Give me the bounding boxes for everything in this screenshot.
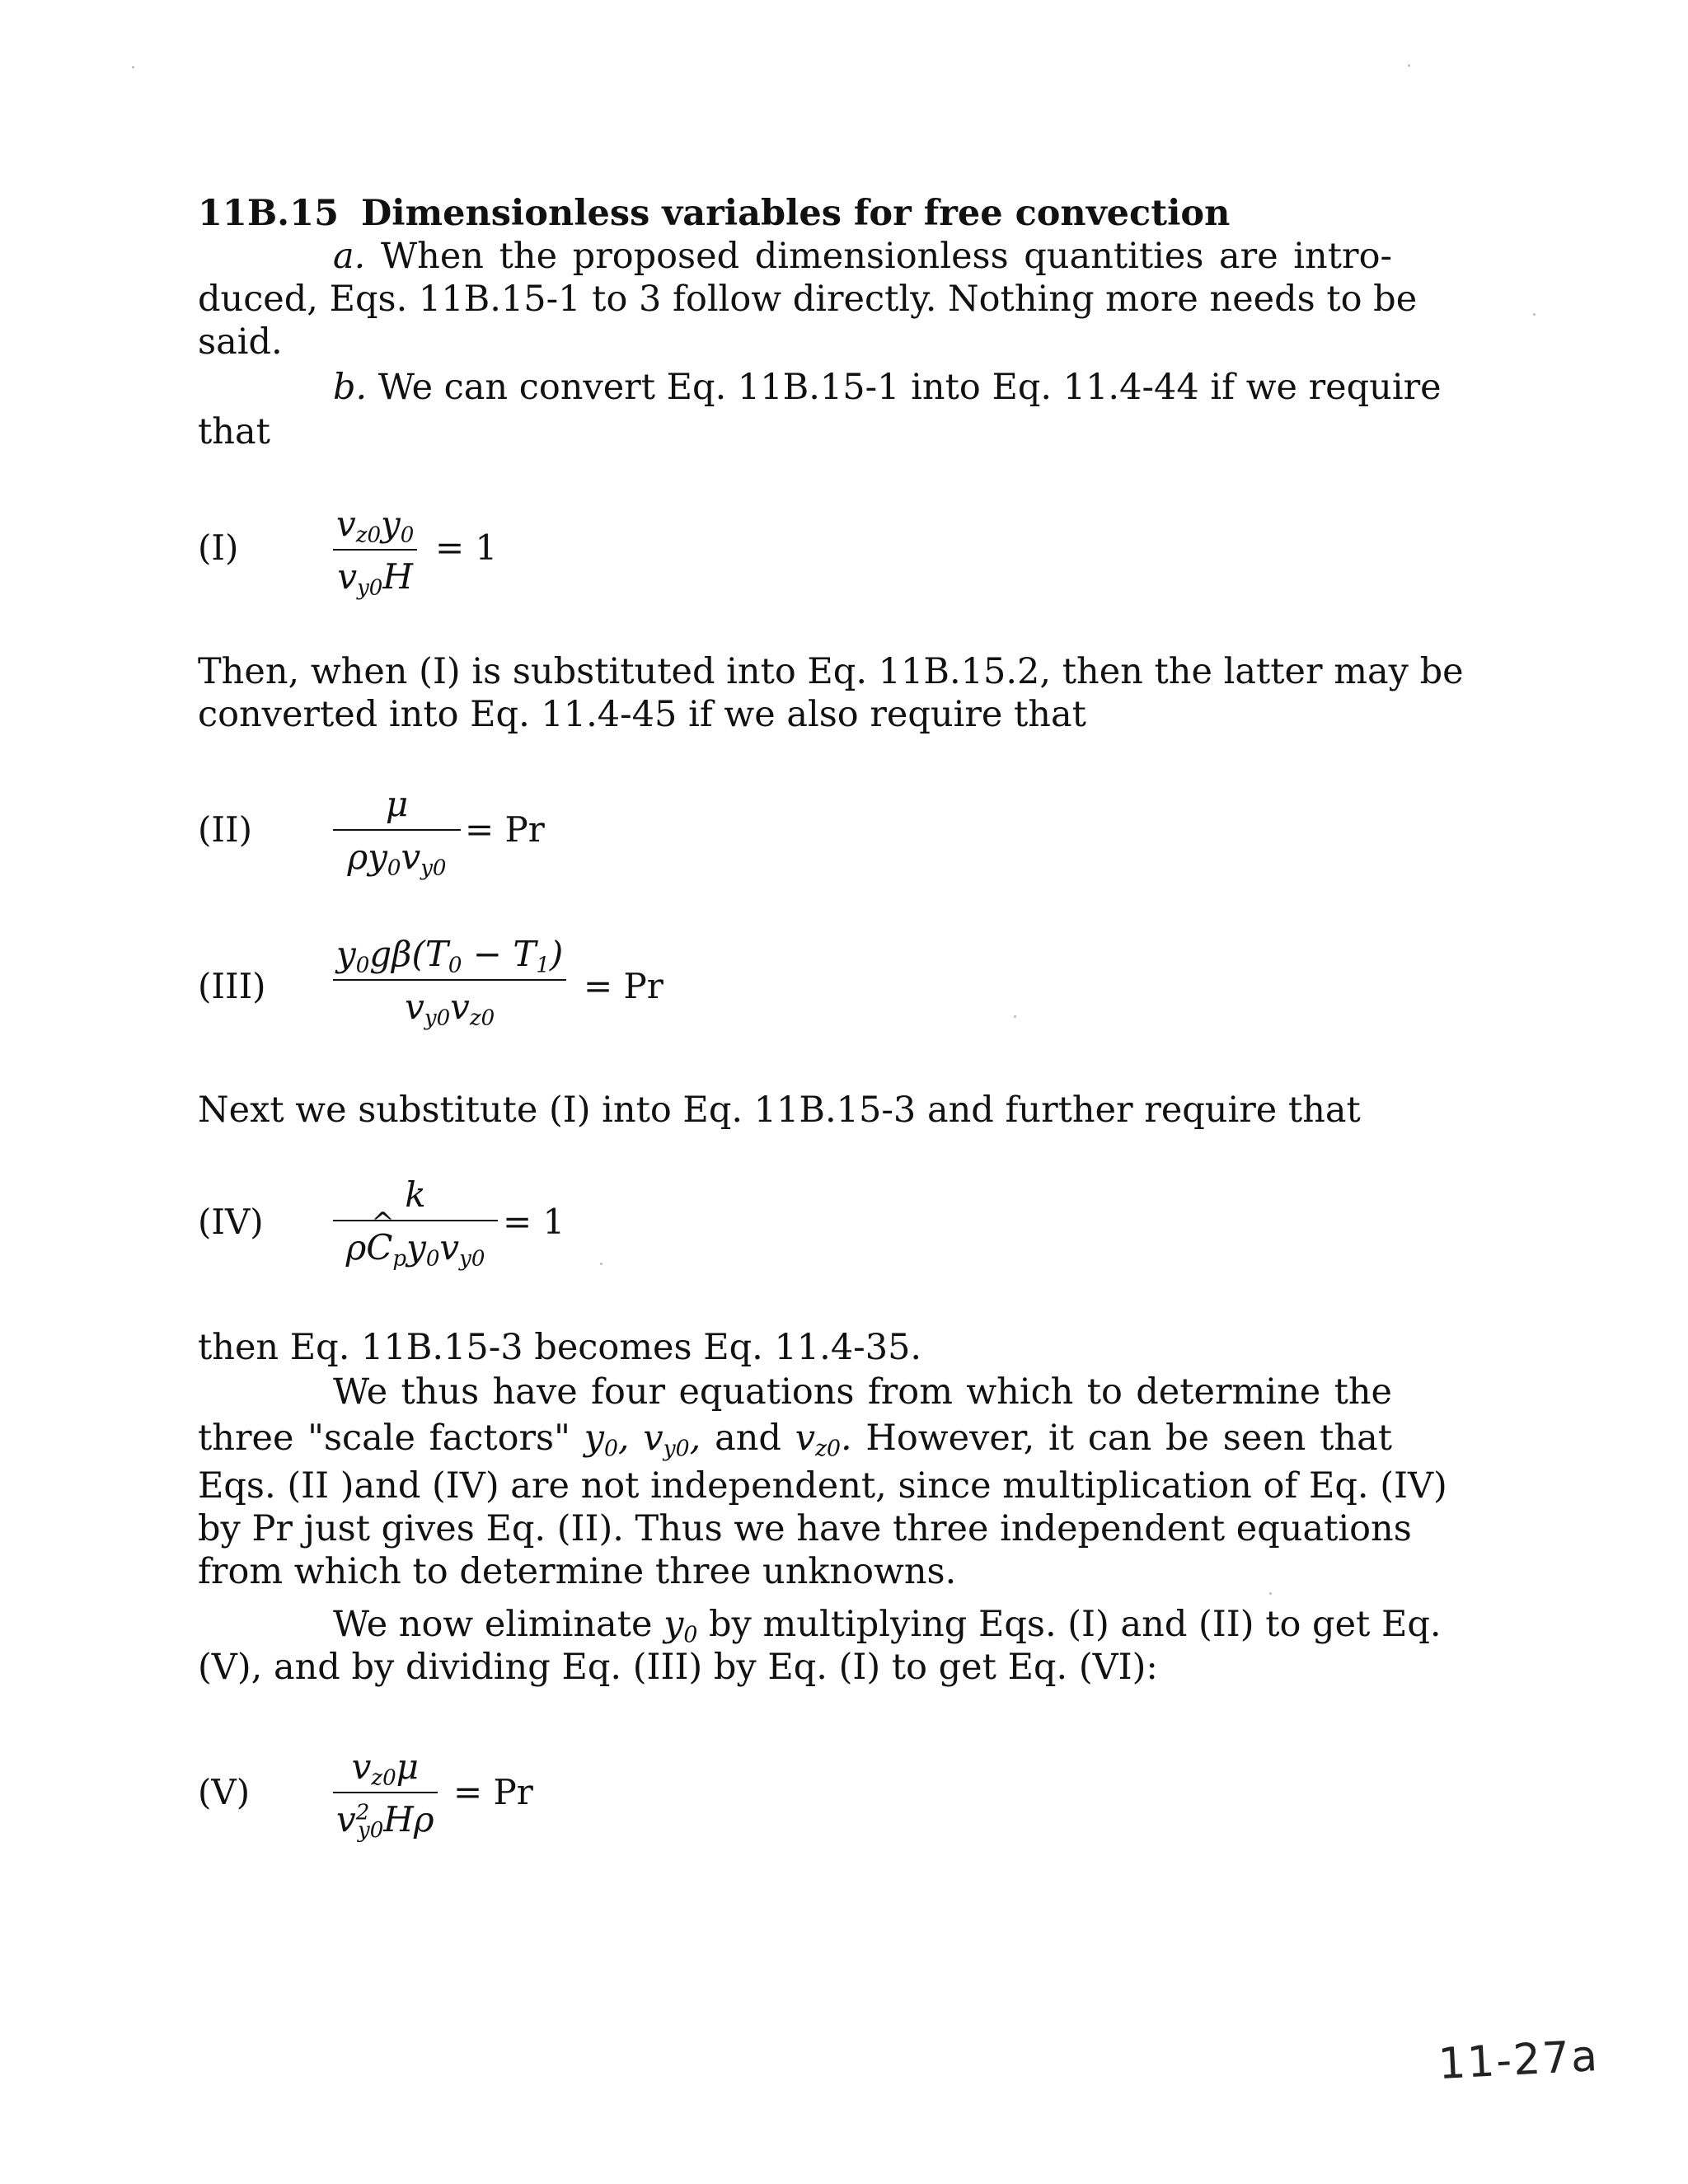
scan-speck	[1533, 313, 1536, 316]
para-f-line-2: (V), and by dividing Eq. (III) by Eq. (I) to get Eq. (VI):	[198, 1647, 1158, 1688]
para-e-line-5: by Pr just gives Eq. (II). Thus we have three independent equations	[198, 1508, 1412, 1549]
equation-5-denominator: $v^2_{y0}H\rho$	[336, 1799, 434, 1844]
equation-2-rhs: = Pr	[465, 809, 545, 850]
para-b-text: We can convert Eq. 11B.15-1 into Eq. 11.4-44 if we require	[377, 367, 1442, 408]
para-e-line-1: then Eq. 11B.15-3 becomes Eq. 11.4-35.	[198, 1327, 922, 1368]
para-a-line-1	[333, 234, 1392, 279]
equation-5-fraction	[333, 1746, 438, 1844]
equation-3-numerator: $y_0g\beta(T_0 - T_1)$	[336, 934, 564, 978]
para-a-line-2: duced, Eqs. 11B.15-1 to 3 follow directly. Nothing more needs to be	[198, 279, 1418, 320]
para-d-line-1: Next we substitute (I) into Eq. 11B.15-3 and further require that	[198, 1090, 1361, 1131]
section-heading	[198, 191, 1230, 236]
equation-label-1: (I)	[198, 527, 239, 568]
section-title: Dimensionless variables for free convection	[360, 193, 1231, 234]
para-e-line-6: from which to determine three unknowns.	[198, 1551, 957, 1592]
equation-4-rhs: = 1	[503, 1202, 565, 1242]
para-b-line-2: that	[198, 411, 270, 452]
scale-factors-text: three "scale factors"	[198, 1418, 570, 1459]
scan-speck	[1014, 1015, 1016, 1018]
and-text: and	[715, 1418, 781, 1459]
section-number: 11B.15	[198, 193, 339, 234]
eliminate-text: We now eliminate	[333, 1604, 653, 1645]
para-b-label: b.	[333, 367, 368, 408]
equation-4-fraction	[333, 1174, 498, 1272]
scan-speck	[600, 1263, 603, 1265]
para-a-line-3: said.	[198, 321, 283, 363]
scan-speck	[132, 66, 134, 68]
equation-3-fraction	[333, 934, 566, 1031]
para-e-line-3: three "scale factors" $y_0$, $v_{y0}$, and $v_{z0}$. However, it can be seen that	[198, 1418, 1392, 1462]
equation-4-denominator: ρ^ $C_py_0v_{y0}$	[333, 1221, 498, 1268]
equation-label-3: (III)	[198, 966, 266, 1006]
para-e-line-4: Eqs. (II )and (IV) are not independent, since multiplication of Eq. (IV)	[198, 1465, 1447, 1507]
equation-5-rhs: = Pr	[453, 1772, 533, 1812]
scan-speck	[1269, 1592, 1272, 1595]
page-number: 11-27a	[1437, 2031, 1601, 2090]
equation-4-numerator: k	[405, 1174, 426, 1215]
equation-label-4: (IV)	[198, 1202, 264, 1242]
equation-2-denominator: $\rho y_0v_{y0}$	[347, 837, 447, 881]
para-b-line-1	[333, 365, 1442, 410]
para-e-line-2: We thus have four equations from which to determine the	[333, 1371, 1392, 1413]
para-a-label: a.	[333, 236, 366, 277]
equation-3-denominator: $v_{y0}v_{z0}$	[405, 987, 495, 1031]
equation-1-rhs: = 1	[435, 527, 498, 568]
however-text: However, it can be seen that	[865, 1418, 1392, 1459]
equation-1-denominator: $v_{y0}H$	[337, 556, 413, 601]
equation-5-numerator: $v_{z0}\mu$	[351, 1746, 419, 1791]
equation-label-2: (II)	[198, 809, 252, 850]
equation-2-numerator: μ	[385, 784, 409, 824]
equation-3-rhs: = Pr	[584, 966, 663, 1006]
multiplying-text: by multiplying Eqs. (I) and (II) to get Eq.	[709, 1604, 1442, 1645]
equation-2-fraction	[333, 784, 461, 881]
equation-label-5: (V)	[198, 1772, 251, 1812]
para-c-line-2: converted into Eq. 11.4-45 if we also require that	[198, 694, 1086, 735]
equation-1-numerator: $v_{z0}y_0$	[336, 504, 415, 548]
para-f-line-1: We now eliminate $y_0$ by multiplying Eqs. (I) and (II) to get Eq.	[333, 1604, 1442, 1648]
para-c-line-1: Then, when (I) is substituted into Eq. 11B.15.2, then the latter may be	[198, 651, 1464, 692]
para-a-text: When the proposed dimensionless quantities are intro-	[380, 236, 1393, 277]
scan-speck	[1408, 64, 1410, 67]
equation-1-fraction	[333, 504, 417, 601]
